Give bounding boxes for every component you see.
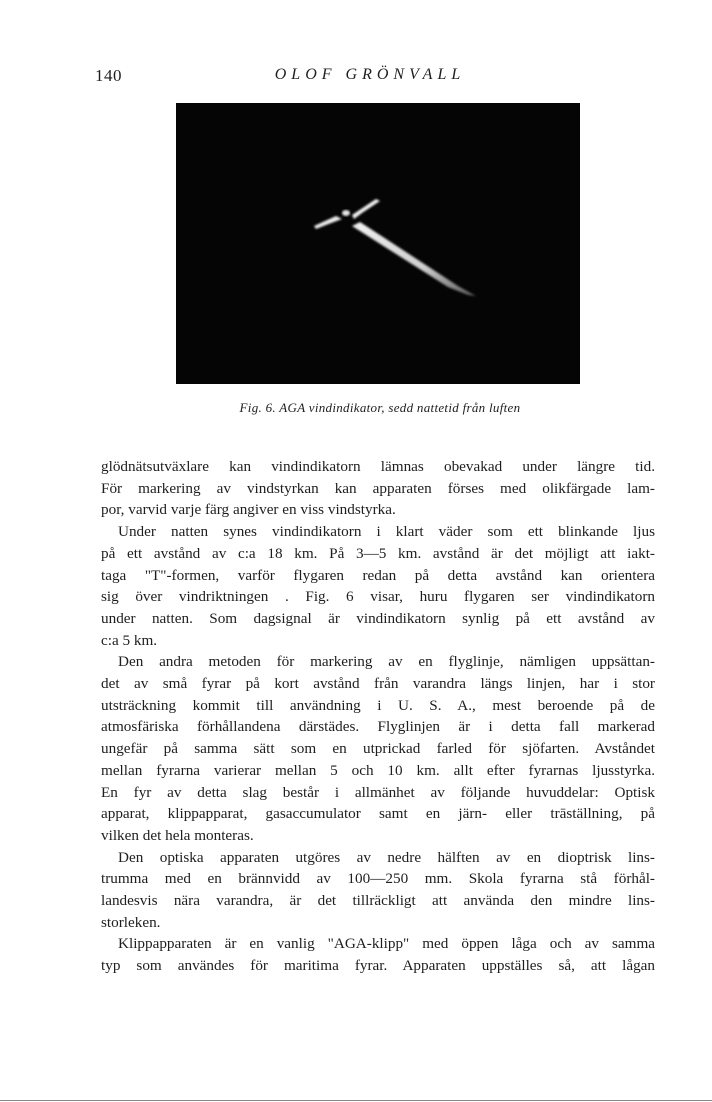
text-line: Klippapparaten är en vanlig "AGA-klipp" med öppen låga och av samma	[118, 935, 655, 953]
text-line: vilken det hela monteras.	[101, 826, 254, 844]
text-line: Under natten synes vindindikatorn i klart väder som ett blinkande ljus	[118, 523, 655, 541]
text-line: utsträckning kommit till användning i U. S. A., mest beroende på de	[101, 696, 655, 714]
t-center-light	[342, 210, 350, 216]
text-line: atmosfäriska förhållandena därstädes. Flyglinjen är i detta fall markerad	[101, 718, 655, 736]
text-line: på ett avstånd av c:a 18 km. På 3—5 km. avstånd är det möjligt att iakt-	[101, 544, 655, 562]
figure-caption: Fig. 6. AGA vindindikator, sedd nattetid från luften	[239, 400, 521, 415]
text-line: apparat, klippapparat, gasaccumulator samt en järn- eller trāställning, på	[101, 805, 655, 823]
text-line: sig över vindriktningen . Fig. 6 visar, huru flygaren ser vindindikatorn	[101, 588, 655, 606]
text-line: trumma med en brännvidd av 100—250 mm. Skola fyrarna stå förhål-	[101, 870, 655, 888]
page-number: 140	[95, 66, 122, 85]
page-edge-rule	[0, 1100, 712, 1101]
text-line: det av små fyrar på kort avstånd från varandra längs linjen, har i stor	[101, 675, 655, 693]
text-line: Den andra metoden för markering av en flyglinje, nämligen uppsättan-	[118, 653, 655, 671]
text-line: taga "T"-formen, varför flygaren redan på detta avstånd kan orientera	[101, 566, 655, 584]
text-line: storleken.	[101, 913, 161, 931]
text-line: glödnätsutväxlare kan vindindikatorn lämnas obevakad under längre tid.	[101, 458, 655, 475]
text-line: För markering av vindstyrkan kan apparaten förses med olikfärgade lam-	[101, 479, 655, 497]
text-line: typ som användes för maritima fyrar. Apparaten uppställes så, att lågan	[101, 957, 655, 975]
text-line: Den optiska apparaten utgöres av nedre hälften av en dioptrisk lins-	[118, 848, 655, 866]
text-line: En fyr av detta slag består i allmänhet av följande huvuddelar: Optisk	[101, 783, 655, 801]
text-line: landesvis nära varandra, är det tillräckligt att använda den mindre lins-	[101, 892, 655, 910]
text-line: por, varvid varje färg angiver en viss vindstyrka.	[101, 501, 396, 519]
wind-indicator-photo	[176, 103, 580, 384]
text-line: mellan fyrarna varierar mellan 5 och 10 km. allt efter fyrarnas ljusstyrka.	[101, 761, 655, 779]
body-text	[101, 456, 655, 977]
text-line: c:a 5 km.	[101, 631, 158, 649]
night-photo-figure	[176, 103, 580, 384]
text-line: under natten. Som dagsignal är vindindikatorn synlig på ett avstånd av	[101, 609, 655, 627]
text-line: ungefär på samma sätt som en utprickad farled för sjöfarten. Avståndet	[101, 740, 655, 758]
running-title: OLOF GRÖNVALL	[274, 66, 466, 83]
